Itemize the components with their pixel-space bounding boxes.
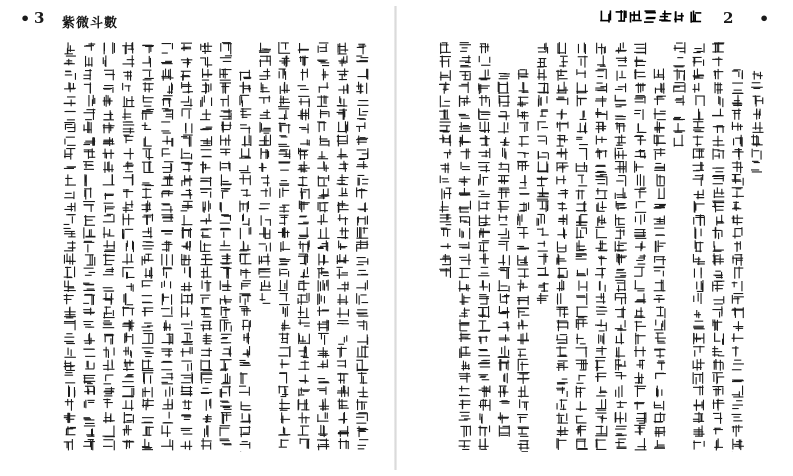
header-glyph bbox=[644, 10, 656, 23]
text-column bbox=[337, 43, 350, 449]
text-column bbox=[751, 71, 764, 173]
left-running-header: 紫微斗數 bbox=[62, 16, 119, 31]
text-column bbox=[712, 42, 724, 450]
text-column bbox=[673, 42, 685, 146]
header-bullet: • bbox=[759, 9, 770, 28]
text-column bbox=[439, 42, 451, 278]
header-bullet: • bbox=[20, 9, 31, 28]
text-column bbox=[556, 42, 569, 450]
right-text-columns bbox=[421, 42, 765, 452]
text-column bbox=[200, 42, 213, 449]
right-page-body-text bbox=[421, 42, 765, 452]
right-running-header bbox=[599, 10, 709, 24]
text-column bbox=[576, 43, 588, 450]
text-column bbox=[615, 42, 627, 449]
text-column bbox=[259, 43, 272, 304]
text-column bbox=[693, 43, 706, 449]
text-column bbox=[298, 43, 311, 449]
header-glyph bbox=[630, 11, 642, 23]
text-column bbox=[654, 69, 666, 453]
text-column bbox=[459, 42, 472, 450]
text-column bbox=[595, 43, 608, 450]
right-running-header-glyphs bbox=[599, 10, 709, 24]
header-glyph bbox=[659, 10, 671, 21]
text-column bbox=[161, 43, 174, 450]
header-glyph bbox=[600, 10, 611, 22]
text-column bbox=[83, 43, 96, 451]
left-page-number: 3 bbox=[34, 9, 45, 27]
text-column bbox=[142, 45, 154, 451]
text-column bbox=[278, 42, 291, 448]
text-column bbox=[239, 70, 251, 452]
right-page-number: 2 bbox=[723, 9, 734, 27]
right-page bbox=[397, 0, 793, 476]
text-column bbox=[103, 42, 116, 450]
header-glyph bbox=[616, 10, 627, 22]
text-column bbox=[356, 44, 369, 450]
text-column bbox=[498, 73, 510, 437]
text-column bbox=[634, 43, 646, 451]
left-text-columns bbox=[26, 42, 370, 452]
text-column bbox=[220, 42, 233, 445]
left-page bbox=[0, 0, 396, 476]
text-column bbox=[317, 42, 330, 450]
text-column bbox=[517, 69, 530, 452]
text-column bbox=[64, 42, 77, 450]
text-column bbox=[122, 42, 135, 449]
left-page-body-text bbox=[26, 42, 370, 452]
text-column bbox=[181, 43, 194, 451]
header-glyph bbox=[690, 11, 701, 23]
header-glyph bbox=[674, 11, 684, 22]
text-column bbox=[732, 69, 744, 452]
text-column bbox=[537, 43, 549, 304]
text-column bbox=[478, 43, 491, 450]
